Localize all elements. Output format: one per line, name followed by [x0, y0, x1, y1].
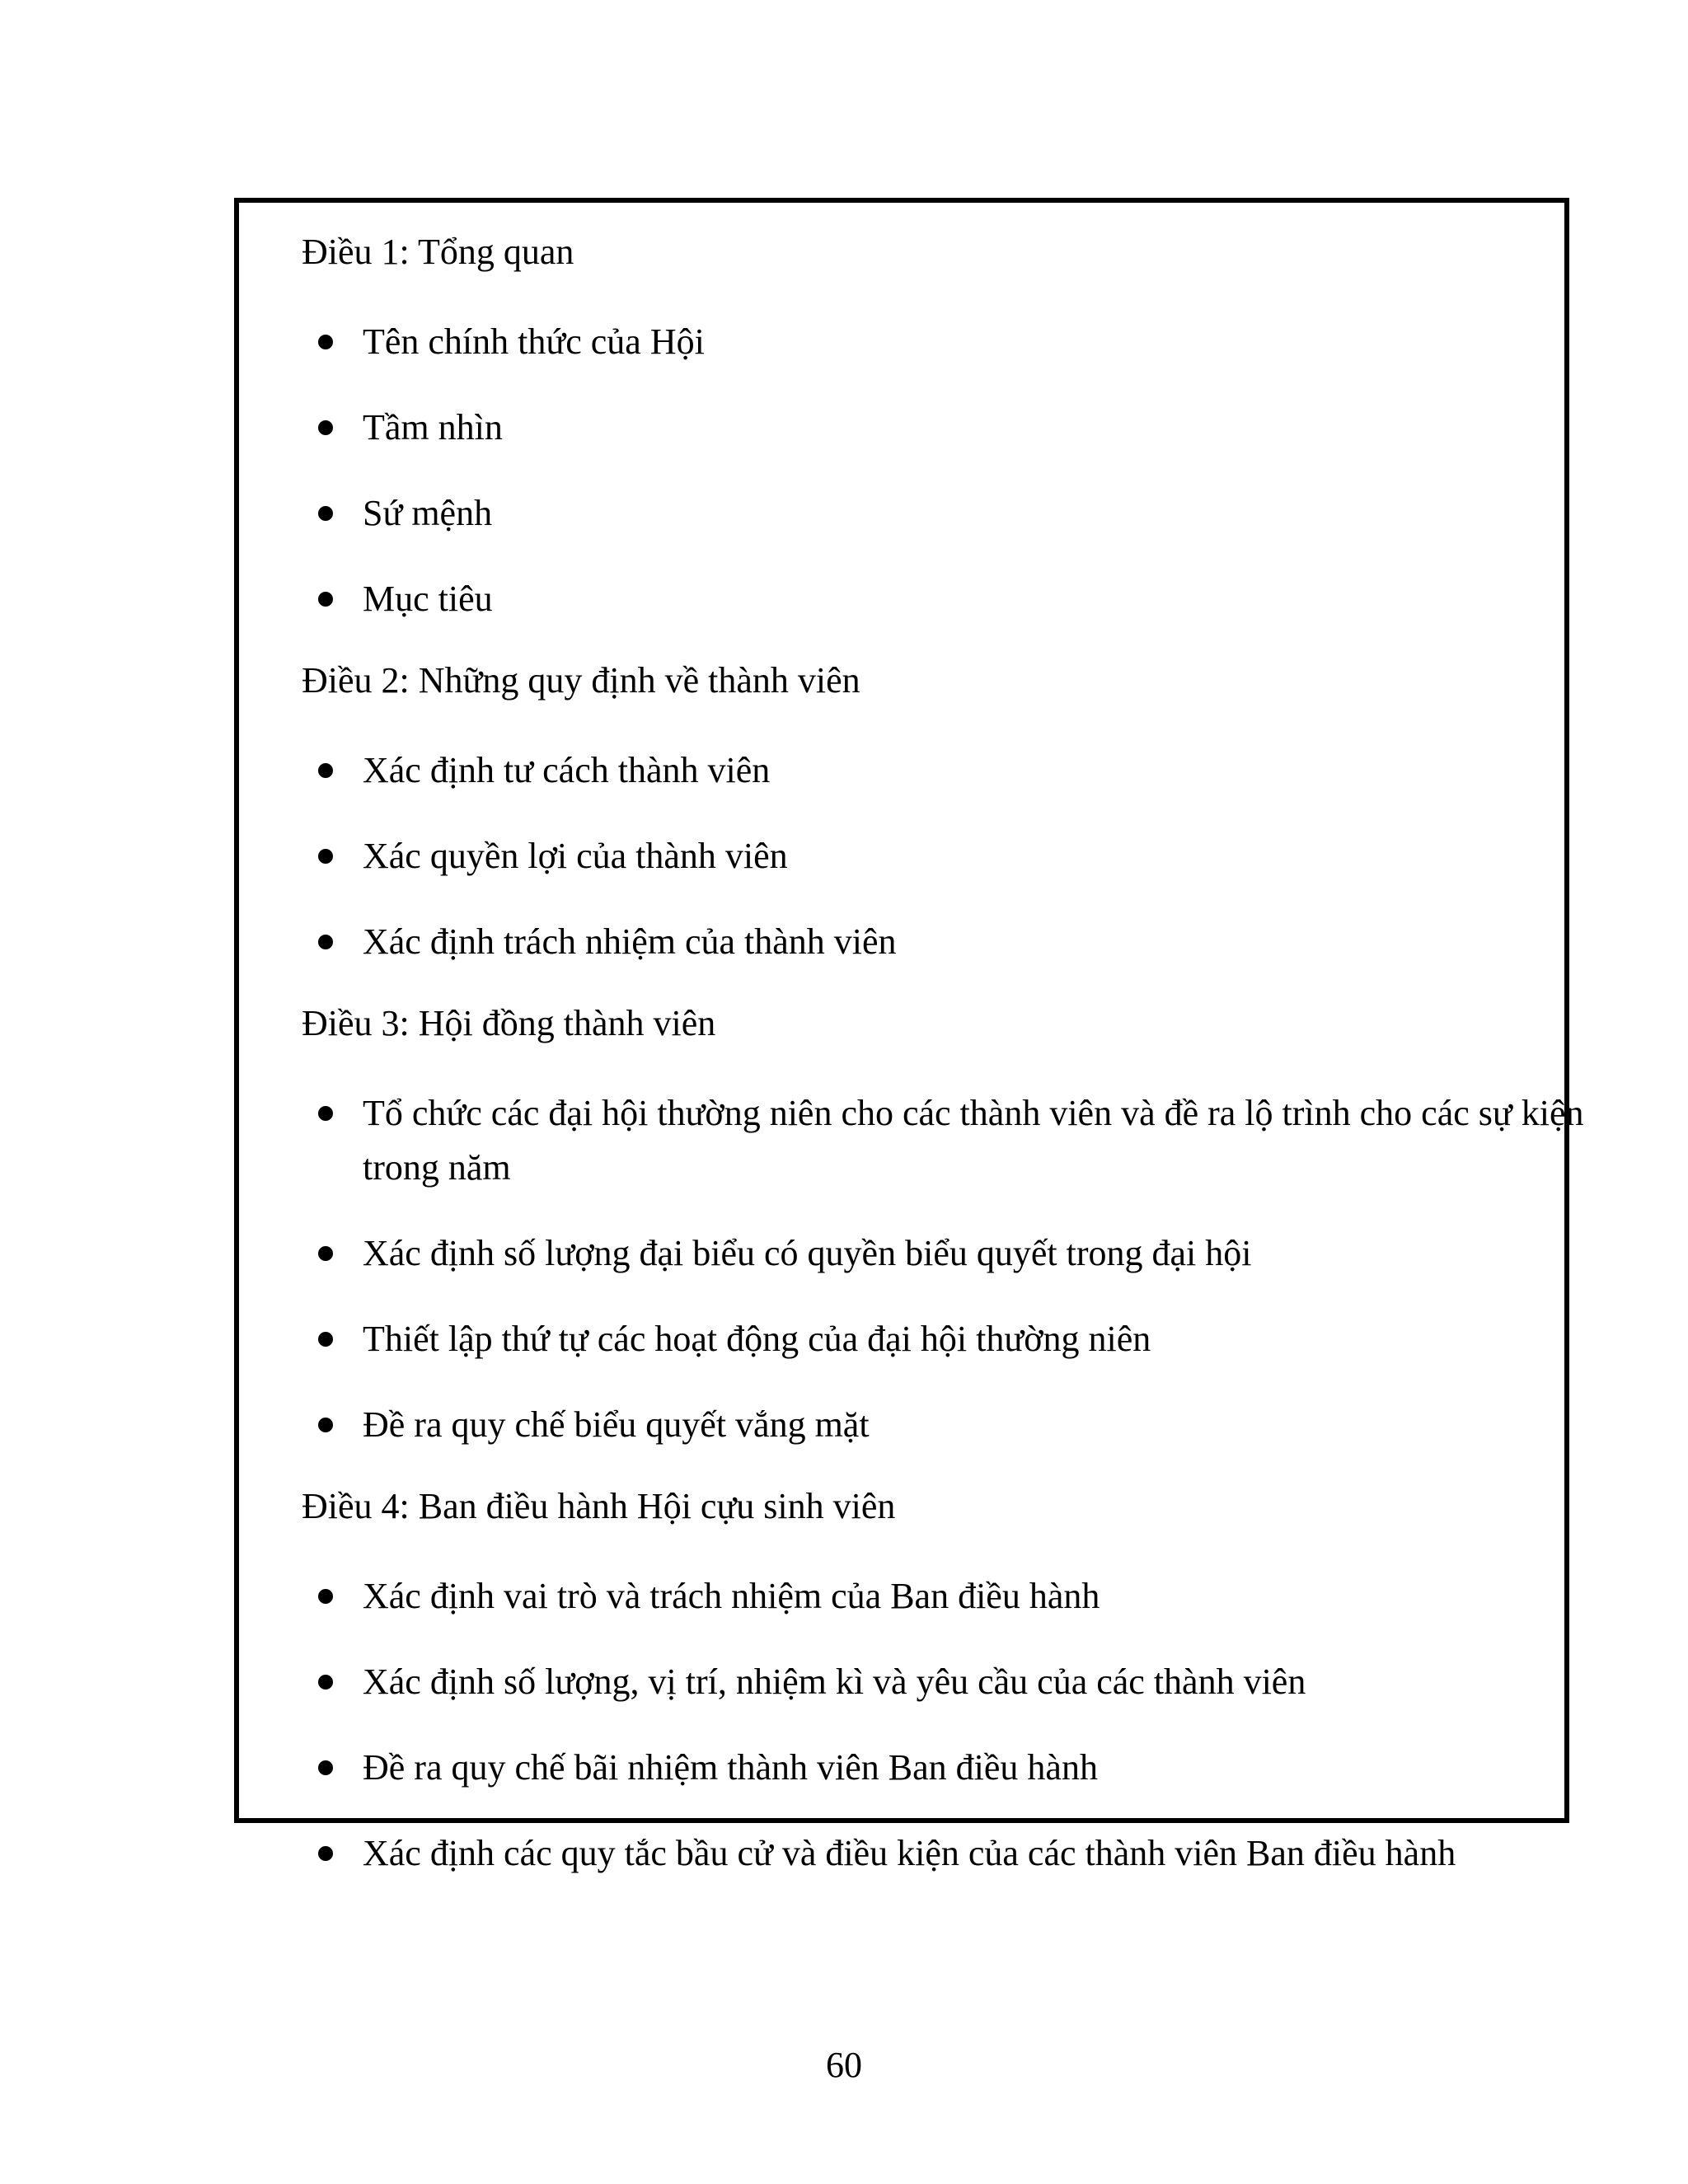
- list-item: Đề ra quy chế biểu quyết vắng mặt: [302, 1398, 1531, 1452]
- list-item: Xác định tư cách thành viên: [302, 743, 1531, 798]
- list-item: Tổ chức các đại hội thường niên cho các thành viên và đề ra lộ trình cho các sự kiện trong năm: [302, 1086, 1531, 1195]
- article-1-heading: Điều 1: Tổng quan: [302, 232, 574, 272]
- list-item: Xác định số lượng đại biểu có quyền biểu quyết trong đại hội: [302, 1226, 1531, 1281]
- article-4-items: [302, 1569, 1531, 1881]
- article-3: [302, 1001, 1584, 1452]
- list-item: Xác định số lượng, vị trí, nhiệm kì và yêu cầu của các thành viên: [302, 1655, 1531, 1709]
- bullet-icon: [318, 592, 333, 607]
- list-item: Mục tiêu: [302, 572, 1531, 626]
- article-2-items: [302, 743, 1531, 969]
- page-number: 60: [826, 2045, 862, 2085]
- bullet-icon: [318, 420, 333, 435]
- bordered-content-box: [234, 198, 1584, 1873]
- list-item: Tên chính thức của Hội: [302, 315, 1531, 369]
- list-item: Tầm nhìn: [302, 401, 1531, 455]
- article-4-heading: Điều 4: Ban điều hành Hội cựu sinh viên: [302, 1486, 896, 1526]
- bullet-icon: [318, 1106, 333, 1121]
- bullet-icon: [318, 1246, 333, 1261]
- article-3-items: [302, 1086, 1584, 1452]
- bullet-icon: [318, 1760, 333, 1775]
- bylaws-outline: [302, 229, 1584, 1912]
- article-4: [302, 1483, 1531, 1881]
- bullet-icon: [318, 1675, 333, 1690]
- list-item: Thiết lập thứ tự các hoạt động của đại hội thường niên: [302, 1312, 1531, 1366]
- bullet-icon: [318, 506, 333, 521]
- list-item: Xác quyền lợi của thành viên: [302, 829, 1531, 883]
- bullet-icon: [318, 1332, 333, 1347]
- article-3-heading: Điều 3: Hội đồng thành viên: [302, 1003, 716, 1043]
- article-2-heading: Điều 2: Những quy định về thành viên: [302, 660, 860, 701]
- list-item: Đề ra quy chế bãi nhiệm thành viên Ban điều hành: [302, 1741, 1531, 1795]
- list-item: Sứ mệnh: [302, 486, 1531, 541]
- bullet-icon: [318, 1589, 333, 1604]
- article-1-items: [302, 315, 1531, 626]
- bullet-icon: [318, 335, 333, 349]
- article-1: [302, 229, 1531, 626]
- list-item: Xác định vai trò và trách nhiệm của Ban điều hành: [302, 1569, 1531, 1624]
- bullet-icon: [318, 935, 333, 949]
- bullet-icon: [318, 849, 333, 864]
- article-2: [302, 658, 1531, 969]
- bullet-icon: [318, 763, 333, 778]
- list-item: Xác định các quy tắc bầu cử và điều kiện của các thành viên Ban điều hành: [302, 1826, 1531, 1881]
- bullet-icon: [318, 1846, 333, 1861]
- list-item: Xác định trách nhiệm của thành viên: [302, 915, 1531, 969]
- bullet-icon: [318, 1418, 333, 1432]
